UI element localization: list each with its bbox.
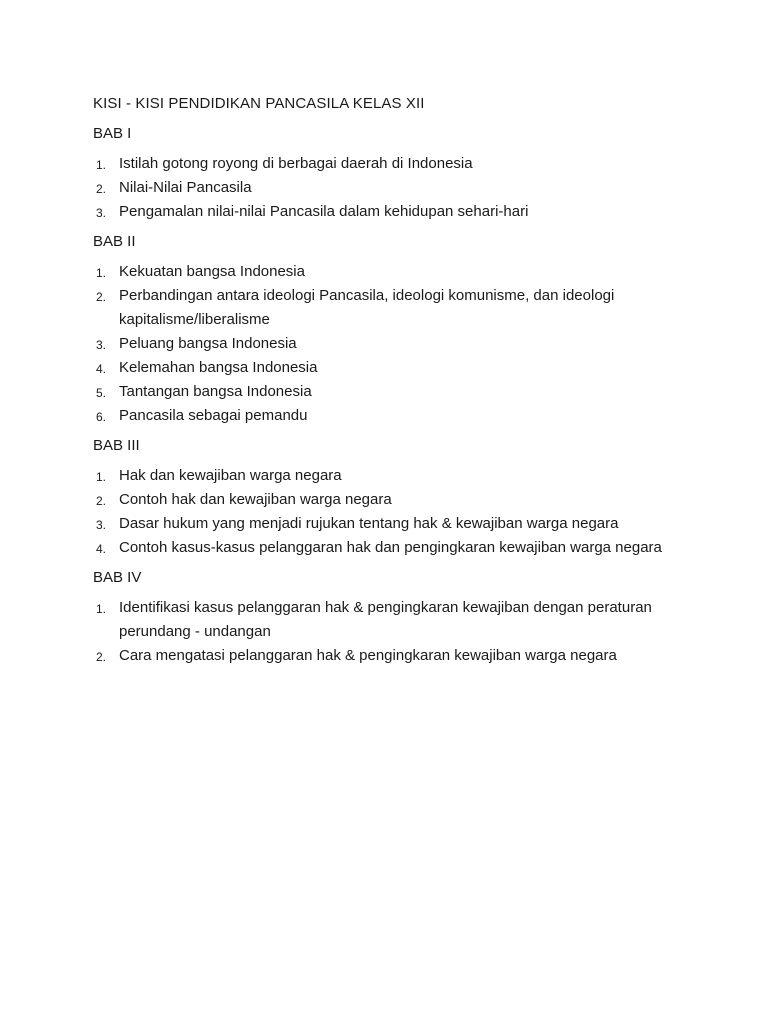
list-item — [93, 332, 683, 356]
list-item — [93, 536, 683, 560]
list-item — [93, 512, 683, 536]
list-item — [93, 284, 683, 332]
item-text: Kelemahan bangsa Indonesia — [119, 359, 318, 376]
item-text: Istilah gotong royong di berbagai daerah di Indonesia — [119, 155, 473, 172]
section-bab-i — [93, 122, 683, 224]
item-text: Tantangan bangsa Indonesia — [119, 383, 312, 400]
list-item — [93, 404, 683, 428]
item-number: 4. — [96, 362, 107, 376]
list-item — [93, 596, 683, 644]
item-number: 4. — [96, 542, 107, 556]
item-number: 2. — [96, 494, 107, 508]
item-number: 2. — [96, 290, 107, 304]
item-text: Kekuatan bangsa Indonesia — [119, 263, 305, 280]
list-item — [93, 200, 683, 224]
item-text: Contoh hak dan kewajiban warga negara — [119, 491, 392, 508]
document-page — [93, 92, 683, 674]
item-number: 1. — [96, 266, 107, 280]
item-number: 3. — [96, 518, 107, 532]
item-text: Pengamalan nilai-nilai Pancasila dalam kehidupan sehari-hari — [119, 203, 529, 220]
item-number: 6. — [96, 410, 107, 424]
item-list — [93, 596, 683, 668]
list-item — [93, 176, 683, 200]
section-heading: BAB II — [93, 233, 136, 250]
section-heading: BAB III — [93, 437, 140, 454]
item-number: 1. — [96, 470, 107, 484]
list-item — [93, 644, 683, 668]
item-list — [93, 152, 683, 224]
list-item — [93, 356, 683, 380]
item-number: 1. — [96, 602, 107, 616]
list-item — [93, 260, 683, 284]
item-text: Dasar hukum yang menjadi rujukan tentang hak & kewajiban warga negara — [119, 515, 619, 532]
item-list — [93, 464, 683, 560]
list-item — [93, 488, 683, 512]
list-item — [93, 380, 683, 404]
item-number: 5. — [96, 386, 107, 400]
section-bab-iii — [93, 434, 683, 560]
item-number: 3. — [96, 338, 107, 352]
item-text: Peluang bangsa Indonesia — [119, 335, 297, 352]
list-item — [93, 152, 683, 176]
list-item — [93, 464, 683, 488]
item-text: Hak dan kewajiban warga negara — [119, 467, 342, 484]
item-text: Identifikasi kasus pelanggaran hak & pengingkaran kewajiban dengan peraturan perundang - undangan — [119, 599, 652, 640]
item-text: Perbandingan antara ideologi Pancasila, ideologi komunisme, dan ideologi kapitalisme/liberalisme — [119, 287, 615, 328]
section-bab-iv — [93, 566, 683, 668]
document-title: KISI - KISI PENDIDIKAN PANCASILA KELAS XII — [93, 95, 425, 112]
item-text: Cara mengatasi pelanggaran hak & pengingkaran kewajiban warga negara — [119, 647, 617, 664]
item-number: 3. — [96, 206, 107, 220]
section-heading: BAB IV — [93, 569, 142, 586]
item-text: Contoh kasus-kasus pelanggaran hak dan pengingkaran kewajiban warga negara — [119, 539, 662, 556]
section-heading: BAB I — [93, 125, 132, 142]
item-number: 2. — [96, 182, 107, 196]
item-text: Nilai-Nilai Pancasila — [119, 179, 252, 196]
section-bab-ii — [93, 230, 683, 428]
item-list — [93, 260, 683, 428]
item-text: Pancasila sebagai pemandu — [119, 407, 308, 424]
item-number: 1. — [96, 158, 107, 172]
item-number: 2. — [96, 650, 107, 664]
